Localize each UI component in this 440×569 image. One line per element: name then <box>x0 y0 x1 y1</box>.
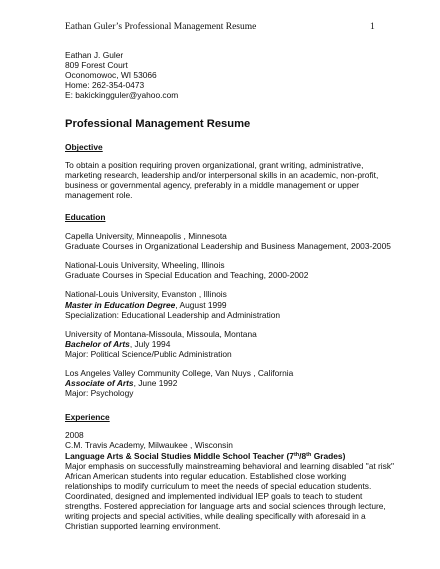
education-entry <box>65 368 395 398</box>
objective-line: marketing research, leadership and/or interpersonal skills in an academic, non-profit, <box>65 169 379 180</box>
page-header <box>0 22 440 36</box>
education-entry <box>65 260 395 280</box>
education-entry <box>65 289 395 319</box>
education-school: National-Louis University, Wheeling, Illinois <box>65 260 225 271</box>
experience-line: relationships to modify curriculum to meet the needs of special education students. <box>65 480 372 491</box>
education-detail: Major: Psychology <box>65 388 134 399</box>
education-school: Capella University, Minneapolis , Minnesota <box>65 231 227 242</box>
education-date: , July 1994 <box>129 338 171 349</box>
education-degree-line <box>65 300 395 310</box>
experience-line: African American students into regular education. Established close working <box>65 470 347 481</box>
education-detail: Major: Political Science/Public Administration <box>65 348 232 359</box>
job-title-mid: /8 <box>299 450 307 461</box>
experience-line: Coordinated, designed and implemented individual IEP goals to teach to student <box>65 490 363 501</box>
objective-heading: Objective <box>65 142 103 153</box>
education-school: University of Montana-Missoula, Missoula, Montana <box>65 328 257 339</box>
education-degree: Master in Education Degree <box>65 299 176 310</box>
contact-phone: Home: 262-354-0473 <box>65 80 145 91</box>
education-date: , June 1992 <box>133 378 178 389</box>
experience-line: Major emphasis on successfully mainstreaming behavioral and learning disabled "at risk" <box>65 460 395 471</box>
education-date: , August 1999 <box>175 299 227 310</box>
education-degree: Associate of Arts <box>65 378 134 389</box>
education-detail: Graduate Courses in Organizational Leadership and Business Management, 2003-2005 <box>65 241 391 252</box>
experience-line: strengths. Fostered appreciation for language arts and social sciences through lecture, <box>65 501 386 511</box>
education-degree: Bachelor of Arts <box>65 338 130 349</box>
job-title-sup: th <box>306 451 312 458</box>
education-school: Los Angeles Valley Community College, Van Nuys , California <box>65 367 294 378</box>
contact-block <box>65 50 395 100</box>
objective-line: To obtain a position requiring proven organizational, grant writing, administrative, <box>65 159 364 170</box>
contact-city: Oconomowoc, WI 53066 <box>65 70 157 81</box>
job-title-suffix: Grades) <box>311 450 346 461</box>
contact-email: E: bakickingguler@yahoo.com <box>65 90 179 101</box>
document-title: Professional Management Resume <box>65 118 251 131</box>
header-title: Eathan Guler’s Professional Management Resume <box>65 22 257 32</box>
contact-street: 809 Forest Court <box>65 60 128 71</box>
objective-text <box>65 160 395 200</box>
experience-line: writing projects and special activities, while dealing specifically with aforesaid in a <box>65 511 366 522</box>
education-school: National-Louis University, Evanston , Illinois <box>65 289 227 300</box>
contact-name: Eathan J. Guler <box>65 50 124 60</box>
experience-line: Christian supported learning environment. <box>65 521 221 532</box>
education-degree-line <box>65 378 395 388</box>
objective-line: management role. <box>65 189 133 200</box>
experience-employer: C.M. Travis Academy, Milwaukee , Wisconsin <box>65 440 233 451</box>
job-title-sup: th <box>293 451 300 458</box>
experience-year: 2008 <box>65 430 84 441</box>
objective-line: business or governmental agency, preferably in a middle management or upper <box>65 179 360 190</box>
education-entry <box>65 329 395 359</box>
education-detail: Specialization: Educational Leadership and Administration <box>65 309 281 320</box>
experience-job-title <box>65 451 395 461</box>
education-degree-line <box>65 339 395 349</box>
resume-body <box>65 50 395 531</box>
experience-heading: Experience <box>65 412 110 423</box>
education-heading: Education <box>65 211 106 222</box>
page-number: 1 <box>370 22 375 32</box>
education-detail: Graduate Courses in Special Education and Teaching, 2000-2002 <box>65 270 309 281</box>
job-title-prefix: Language Arts & Social Studies Middle School Teacher (7 <box>65 450 294 461</box>
education-entry <box>65 231 395 251</box>
experience-entry <box>65 430 395 531</box>
